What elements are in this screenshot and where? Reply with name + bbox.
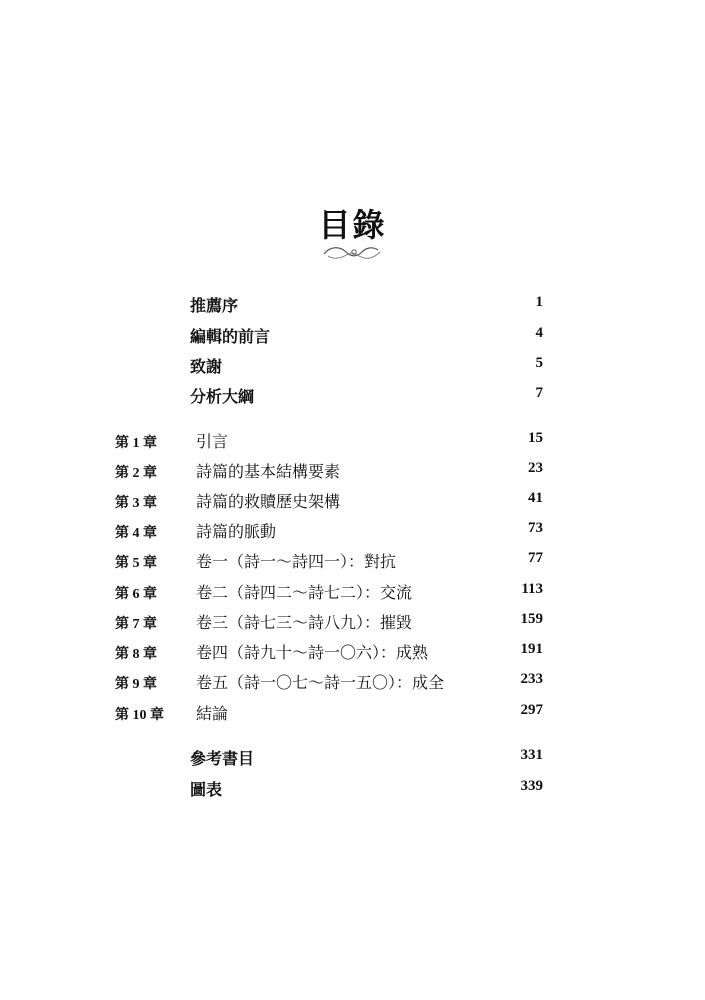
chapter-label: 第 9 章 [115,677,157,692]
chapter-label: 第 5 章 [115,556,157,571]
chapter-label: 第 7 章 [115,617,157,632]
entry-page: 159 [520,611,543,627]
toc-entry-chapter[interactable] [0,610,705,634]
entry-page: 339 [520,778,543,794]
toc-entry-chapter[interactable] [0,701,705,725]
entry-title: 卷四（詩九十～詩一〇六）：成熟 [196,643,429,662]
entry-title: 致謝 [190,357,223,376]
toc-entry-chapter[interactable] [0,519,705,543]
entry-title: 引言 [196,432,229,451]
entry-page: 73 [528,520,543,536]
entry-page: 15 [528,430,543,446]
entry-page: 4 [535,325,543,341]
toc-entry-front[interactable] [0,293,705,317]
chapter-label: 第 4 章 [115,526,157,541]
page-title: 目錄 [318,206,387,244]
entry-page: 1 [535,294,543,310]
entry-title: 詩篇的脈動 [196,522,277,541]
entry-page: 113 [521,581,543,597]
toc-entry-chapter[interactable] [0,549,705,573]
entry-page: 5 [535,355,543,371]
chapter-label: 第 1 章 [115,436,157,451]
toc-entry-front[interactable] [0,384,705,408]
entry-page: 7 [535,385,543,401]
toc-entry-chapter[interactable] [0,670,705,694]
entry-title: 卷三（詩七三～詩八九）：摧毀 [196,613,413,632]
toc-entry-chapter[interactable] [0,429,705,453]
entry-title: 圖表 [190,780,223,799]
toc-entry-chapter[interactable] [0,459,705,483]
toc-entry-back[interactable] [0,746,705,770]
entry-title: 卷一（詩一～詩四一）：對抗 [196,552,397,571]
toc-entry-chapter[interactable] [0,640,705,664]
toc-entry-front[interactable] [0,324,705,348]
entry-title: 分析大綱 [190,387,255,406]
entry-title: 詩篇的基本結構要素 [196,462,341,481]
entry-title: 編輯的前言 [190,327,271,346]
entry-title: 結論 [196,704,229,723]
entry-title: 推薦序 [190,296,239,315]
entry-page: 41 [528,490,543,506]
entry-page: 233 [520,671,543,687]
entry-page: 23 [528,460,543,476]
entry-page: 331 [520,747,543,763]
entry-page: 191 [520,641,543,657]
entry-title: 詩篇的救贖歷史架構 [196,492,341,511]
chapter-label: 第 6 章 [115,587,157,602]
entry-title: 參考書目 [190,749,255,768]
chapter-label: 第 10 章 [115,708,164,723]
flourish-ornament-icon [320,240,384,264]
toc-entry-front[interactable] [0,354,705,378]
entry-title: 卷五（詩一〇七～詩一五〇）：成全 [196,673,445,692]
entry-page: 297 [520,702,543,718]
toc-entry-back[interactable] [0,777,705,801]
chapter-label: 第 2 章 [115,466,157,481]
entry-page: 77 [528,550,543,566]
chapter-label: 第 3 章 [115,496,157,511]
toc-entry-chapter[interactable] [0,489,705,513]
chapter-label: 第 8 章 [115,647,157,662]
toc-entry-chapter[interactable] [0,580,705,604]
entry-title: 卷二（詩四二～詩七二）：交流 [196,583,413,602]
